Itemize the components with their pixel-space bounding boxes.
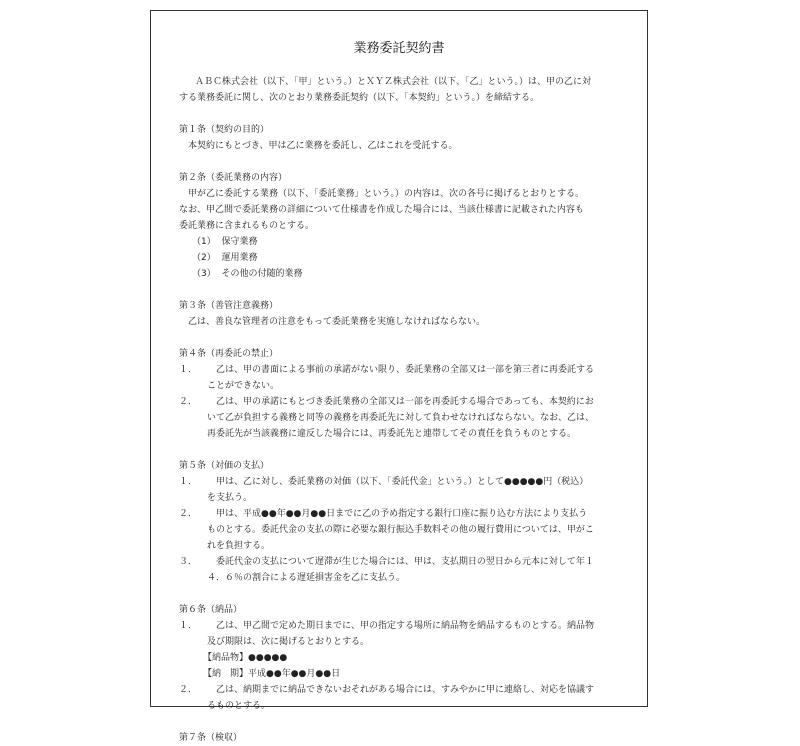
article-2-heading: 第２条（委託業務の内容）	[179, 173, 288, 183]
article-2-line: 甲が乙に委託する業務（以下、「委託業務」という。）の内容は、次の各号に掲げるとおりとする。	[188, 189, 585, 199]
list-item: （3） その他の付随的業務	[192, 269, 303, 279]
document-title: 業務委託契約書	[353, 41, 445, 56]
deadline-line: 【納 期】平成●●年●●月●●日	[203, 669, 341, 679]
article-1-heading: 第１条（契約の目的）	[179, 125, 270, 135]
document-page	[150, 10, 648, 743]
article-7-heading: 第７条（検収）	[179, 733, 243, 743]
list-item: （2） 運用業務	[192, 253, 258, 263]
preamble	[179, 74, 627, 106]
numbered-item: １． 乙は、甲の書面による事前の承諾がない限り、委託業務の全部又は一部を第三者に再委託する ことができない。	[179, 365, 595, 391]
preamble-line: ＡＢＣ株式会社（以下、「甲」という。）とＸＹＺ株式会社（以下、「乙」という。）は、甲の乙に対	[195, 77, 592, 87]
list-item: （1） 保守業務	[192, 237, 258, 247]
article-5-heading: 第５条（対価の支払）	[179, 461, 270, 471]
document-body	[179, 74, 627, 746]
numbered-item: １． 甲は、乙に対し、委託業務の対価（以下、「委託代金」という。）として●●●●●円（税込） を支払う。	[179, 477, 589, 503]
article-3-body: 乙は、善良な管理者の注意をもって委託業務を実施しなければならない。	[188, 317, 486, 327]
article-2-body	[179, 186, 627, 234]
numbered-item: １． 乙は、甲乙間で定めた期日までに、甲の指定する場所に納品物を納品するものとする。納品物 及び期限は、次に掲げるとおりとする。	[179, 621, 595, 647]
article-2-line: 委託業務に含まれるものとする。	[179, 221, 315, 231]
article-6-heading: 第６条（納品）	[179, 605, 243, 615]
numbered-item: ２． 甲は、平成●●年●●月●●日までに乙の予め指定する銀行口座に振り込む方法により支払う ものとする。委託代金の支払の際に必要な銀行振込手数料その他の履行費用については、甲がこ れを負担する。	[179, 509, 594, 551]
numbered-item: ２． 乙は、納期までに納品できないおそれがある場合には、すみやかに甲に連絡し、対応を協議す るものとする。	[179, 685, 595, 711]
deliverable-line: 【納品物】●●●●●	[203, 653, 288, 663]
article-3-heading: 第３条（善管注意義務）	[179, 301, 279, 311]
article-1-body: 本契約にもとづき、甲は乙に業務を委託し、乙はこれを受託する。	[188, 141, 458, 151]
numbered-item: ２． 乙は、甲の承諾にもとづき委託業務の全部又は一部を再委託する場合であっても、本契約にお いて乙が負担する義務と同等の義務を再委託先に対して負わせなければならない。なお、乙は、 再委託先が当該義務に違反した場合には、再委託先と連帯してその責任を負うものとする。	[179, 397, 595, 439]
article-4-heading: 第４条（再委託の禁止）	[179, 349, 279, 359]
numbered-item: ３． 委託代金の支払について遅滞が生じた場合には、甲は、支払期日の翌日から元本に対して年１ ４．６％の割合による遅延損害金を乙に支払う。	[179, 557, 594, 583]
preamble-line: する業務委託に関し、次のとおり業務委託契約（以下、「本契約」という。）を締結する。	[179, 93, 540, 103]
article-2-line: なお、甲乙間で委託業務の詳細について仕様書を作成した場合には、当該仕様書に記載された内容も	[179, 205, 584, 215]
